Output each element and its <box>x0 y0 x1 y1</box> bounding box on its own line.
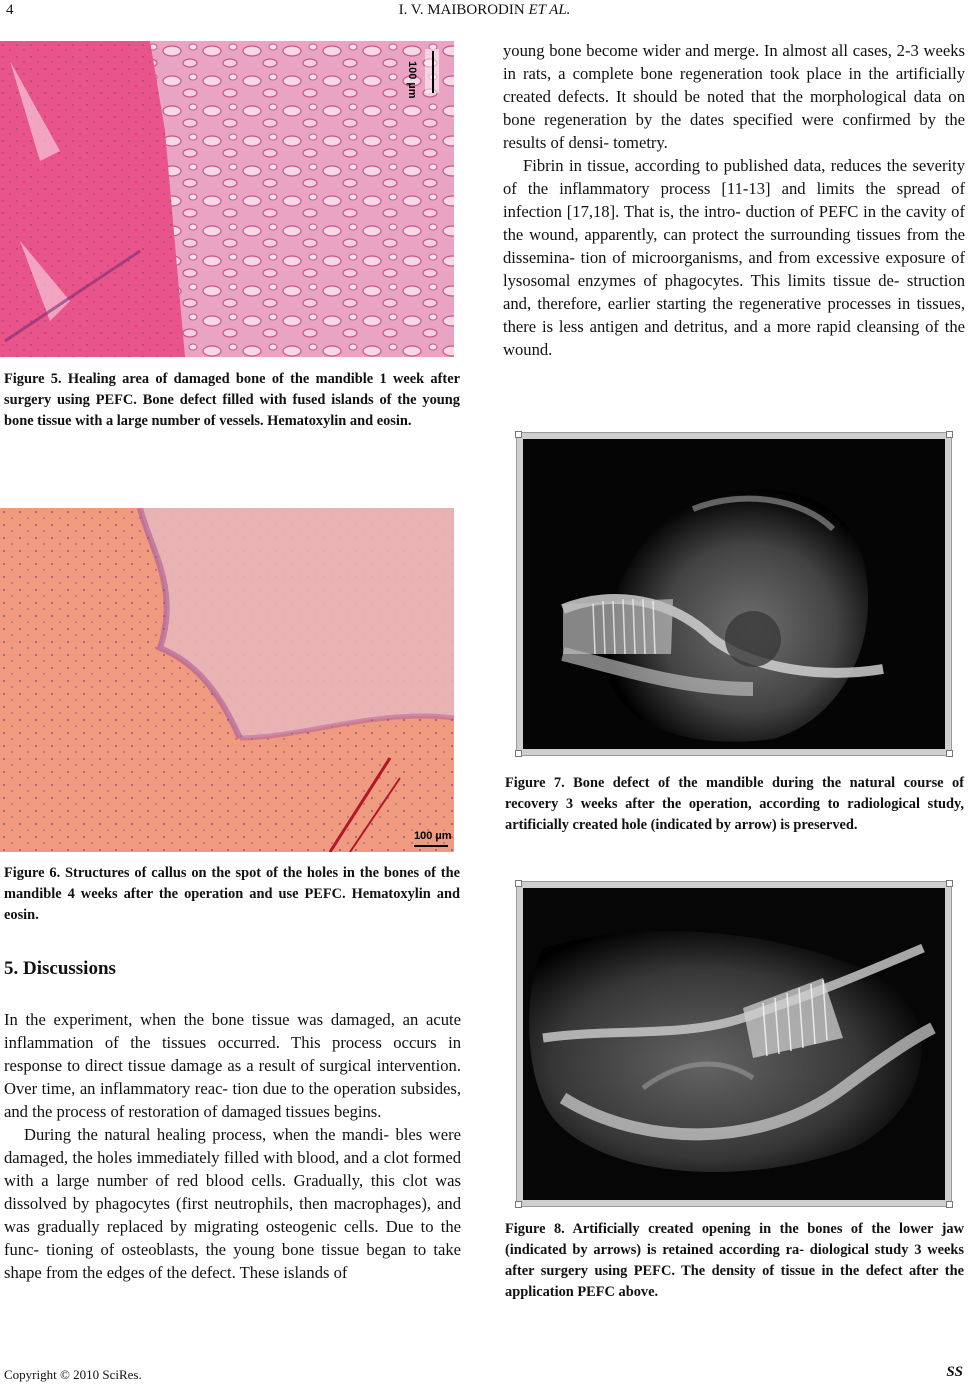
figure-8-image <box>516 881 952 1207</box>
paragraph: In the experiment, when the bone tissue was damaged, an acute inflammation of the tissues occurred. This process occurs in response to direct tissue damage as a result of surgical intervention. Over time, an inflammatory reac- tion due to the operation subsides, and the process of restoration of damaged tissues begins. <box>4 1010 461 1121</box>
journal-abbreviation: SS <box>946 1364 963 1380</box>
paragraph: Fibrin in tissue, according to published data, reduces the severity of the inflammatory process [11-13] and limits the spread of infection [17,18]. That is, the intro- duction of PEFC in the cavity of the wound, apparently, can protect the surrounding tissues from the dissemina- tion of microorganisms, and from excessive exposure of lysosomal enzymes of phagocytes. This limits tissue de- struction and, therefore, earlier starting the regenerative processes in tissues, there is less antigen and detritus, and a more rapid cleansing of the wound. <box>503 156 965 359</box>
figure-7-caption: Figure 7. Bone defect of the mandible during the natural course of recovery 3 weeks after the operation, according to radiological study, artificially created hole (indicated by arrow) is preserved. <box>505 775 964 833</box>
figure-6-scale-label: 100 µm <box>414 830 452 842</box>
paragraph: young bone become wider and merge. In almost all cases, 2-3 weeks in rats, a complete bone regeneration took place in the artificially created defects. It should be noted that the morphological data on bone regeneration by the dates specified were confirmed by the results of densi- tometry. <box>503 41 965 152</box>
figure-7-image <box>516 432 952 756</box>
section-heading: 5. Discussions <box>4 958 116 979</box>
figure-5-caption: Figure 5. Healing area of damaged bone of the mandible 1 week after surgery using PEFC. Bone defect filled with fused islands of the young bone tissue with a large number of vessels. Hematoxylin and eosin. <box>4 371 460 429</box>
paragraph: During the natural healing process, when the mandi- bles were damaged, the holes immediately filled with blood, and a clot formed with a large number of red blood cells. Gradually, this clot was dissolved by phagocytes (first neutrophils, then macrophages), and was gradually replaced by migrating osteogenic cells. Due to the func- tioning of osteoblasts, the young bone tissue began to take shape from the edges of the defect. These islands of <box>4 1125 461 1282</box>
figure-8-caption: Figure 8. Artificially created opening in the bones of the lower jaw (indicated by arrows) is retained according ra- diological study 3 weeks after surgery using PEFC. The density of tissue in the defect after the application PEFC above. <box>505 1221 964 1300</box>
figure-6-caption: Figure 6. Structures of callus on the spot of the holes in the bones of the mandible 4 weeks after the operation and use PEFC. Hematoxylin and eosin. <box>4 865 460 923</box>
page-number: 4 <box>6 2 14 18</box>
et-al: ET AL. <box>528 2 571 18</box>
figure-5-scale-label: 100 µm <box>406 61 418 99</box>
right-column-text <box>503 39 965 361</box>
author-name: I. V. MAIBORODIN <box>398 2 525 18</box>
figure-5-image <box>0 41 454 357</box>
running-header <box>0 2 969 19</box>
copyright-notice: Copyright © 2010 SciRes. <box>4 1367 142 1382</box>
figure-6-image <box>0 508 454 852</box>
left-column-text <box>4 1008 461 1284</box>
